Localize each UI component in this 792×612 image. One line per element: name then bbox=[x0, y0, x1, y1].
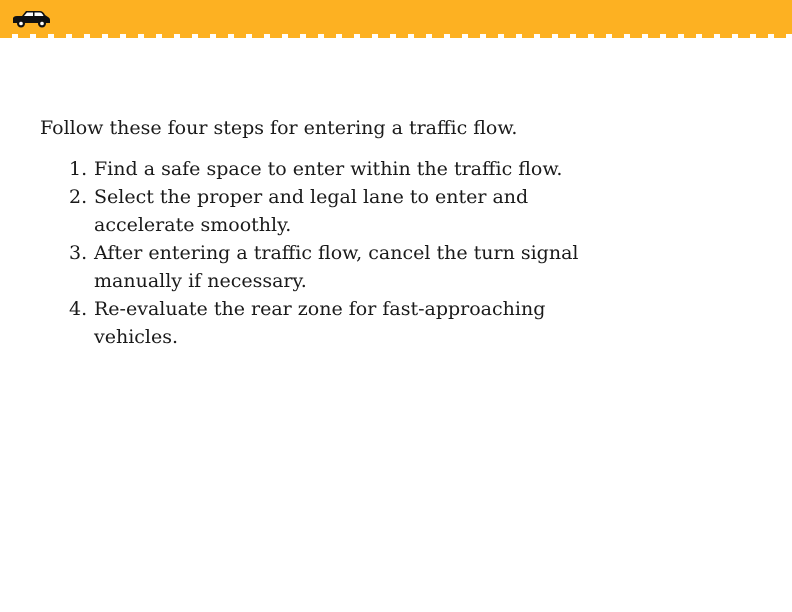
header-band-shape bbox=[0, 0, 792, 40]
step-text: Re-evaluate the rear zone for fast-approaching vehicles. bbox=[94, 298, 546, 348]
intro-text: Follow these four steps for entering a traffic flow. bbox=[40, 117, 518, 139]
list-item bbox=[40, 295, 634, 351]
steps-list bbox=[40, 155, 740, 351]
header-band bbox=[0, 0, 792, 40]
step-text: Select the proper and legal lane to enter and accelerate smoothly. bbox=[94, 186, 529, 236]
slide-body bbox=[40, 115, 740, 351]
step-number: 4. bbox=[69, 298, 88, 320]
list-item bbox=[40, 183, 634, 239]
step-number: 3. bbox=[69, 242, 88, 264]
step-number: 1. bbox=[69, 158, 88, 180]
step-text: Find a safe space to enter within the traffic flow. bbox=[94, 158, 563, 180]
list-item bbox=[40, 155, 634, 183]
step-text: After entering a traffic flow, cancel the turn signal manually if necessary. bbox=[94, 242, 579, 292]
list-item bbox=[40, 239, 634, 295]
car-icon bbox=[11, 9, 52, 29]
step-number: 2. bbox=[69, 186, 88, 208]
